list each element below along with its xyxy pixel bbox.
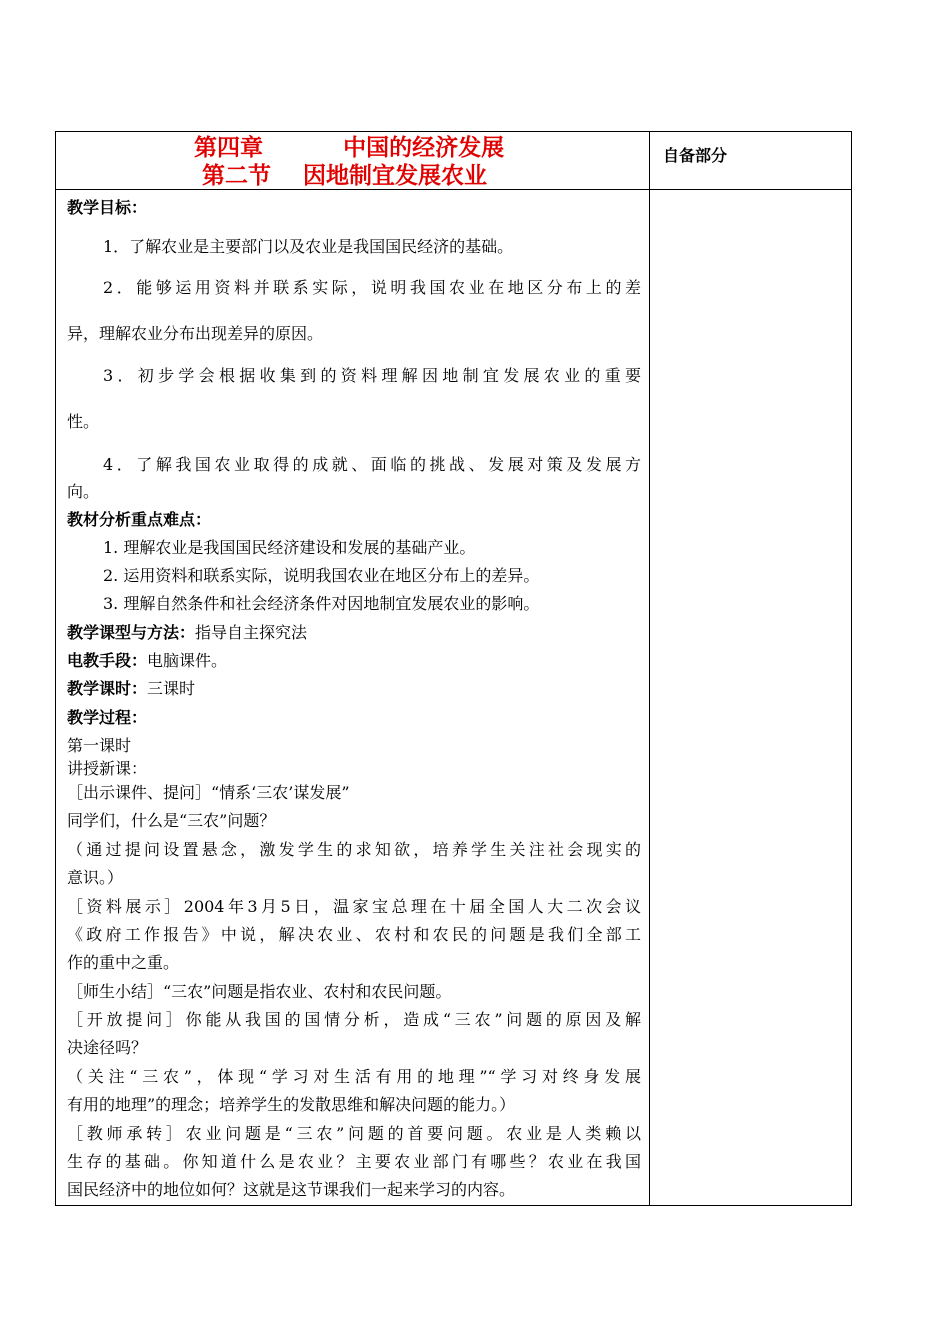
hours-label: 教学课时： [67, 679, 148, 698]
process-line: 第一课时 [67, 736, 132, 755]
lesson-table [55, 131, 852, 1206]
analysis-item: 2. 运用资料和联系实际，说明我国农业在地区分布上的差异。 [103, 566, 540, 585]
analysis-heading: 教材分析重点难点： [67, 510, 212, 529]
process-line: 同学们，什么是“三农”问题？ [67, 811, 276, 830]
process-line: 作的重中之重。 [67, 953, 180, 972]
process-line: 《政府工作报告》中说，解决农业、农村和农民的问题是我们全部工 [67, 925, 641, 944]
process-line: （关注“三农”，体现“学习对生活有用的地理”“学习对终身发展 [67, 1067, 641, 1086]
method-line [67, 623, 307, 643]
analysis-item: 3. 理解自然条件和社会经济条件对因地制宜发展农业的影响。 [103, 594, 540, 613]
process-line: 国民经济中的地位如何？这就是这节课我们一起来学习的内容。 [67, 1180, 516, 1199]
objective-line: 3．初步学会根据收集到的资料理解因地制宜发展农业的重要 [103, 366, 641, 385]
column-divider [649, 132, 650, 1205]
objective-line: 2．能够运用资料并联系实际，说明我国农业在地区分布上的差 [103, 278, 641, 297]
objective-line: 性。 [67, 412, 100, 431]
section-title: 第二节 因地制宜发展农业 [202, 162, 488, 189]
media-label: 电教手段： [67, 651, 148, 670]
objective-line: 1．了解农业是主要部门以及农业是我国国民经济的基础。 [103, 237, 514, 256]
process-line: 意识。） [67, 868, 124, 887]
method-value: 指导自主探究法 [195, 623, 308, 642]
chapter-title: 第四章 中国的经济发展 [194, 134, 505, 161]
method-label: 教学课型与方法： [67, 623, 196, 642]
process-heading: 教学过程： [67, 708, 148, 727]
process-line: ［资料展示］2004年3月5日，温家宝总理在十届全国人大二次会议 [67, 897, 641, 916]
process-line: 有用的地理”的理念；培养学生的发散思维和解决问题的能力。） [67, 1095, 516, 1114]
media-value: 电脑课件。 [147, 651, 228, 670]
process-line: 决途径吗？ [67, 1038, 148, 1057]
process-line: 生存的基础。你知道什么是农业？主要农业部门有哪些？农业在我国 [67, 1152, 641, 1171]
analysis-item: 1. 理解农业是我国国民经济建设和发展的基础产业。 [103, 538, 476, 557]
side-column-header: 自备部分 [663, 146, 728, 165]
objectives-heading: 教学目标： [67, 198, 148, 217]
process-line: 讲授新课： [67, 759, 148, 778]
media-line [67, 651, 227, 671]
process-line: （通过提问设置悬念，激发学生的求知欲，培养学生关注社会现实的 [67, 840, 641, 859]
objective-line: 向。 [67, 482, 100, 501]
process-line: ［教师承转］农业问题是“三农”问题的首要问题。农业是人类赖以 [67, 1124, 641, 1143]
hours-value: 三课时 [147, 679, 196, 698]
hours-line [67, 679, 195, 699]
process-line: ［开放提问］你能从我国的国情分析，造成“三农”问题的原因及解 [67, 1010, 641, 1029]
objective-line: 异，理解农业分布出现差异的原因。 [67, 324, 324, 343]
process-line: ［出示课件、提问］“情系‘三农’谋发展” [67, 783, 350, 802]
process-line: ［师生小结］“三农”问题是指农业、农村和农民问题。 [67, 982, 452, 1001]
objective-line: 4．了解我国农业取得的成就、面临的挑战、发展对策及发展方 [103, 455, 641, 474]
